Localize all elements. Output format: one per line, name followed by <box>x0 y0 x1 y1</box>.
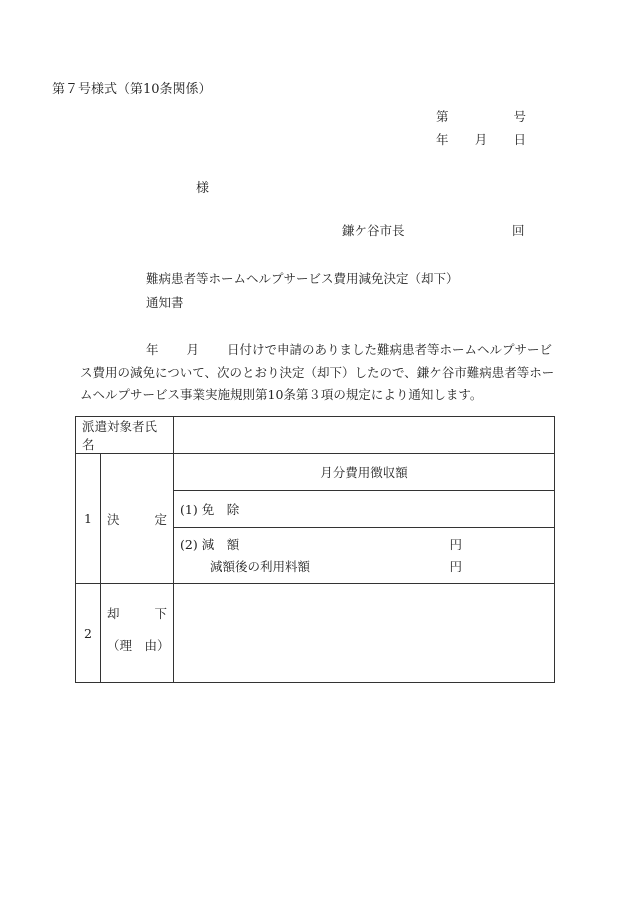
decision-label-b: 定 <box>154 511 168 527</box>
after-reduction-label: 減額後の利用料額 <box>210 558 311 574</box>
rejection-label-b: 下 <box>154 606 168 621</box>
form-number: 第７号様式（第10条関係） <box>52 82 212 97</box>
document-title: 難病患者等ホームヘルプサービス費用減免決定（却下） <box>146 271 459 286</box>
reduction-label: (2) 減 額 <box>180 536 240 552</box>
row-number-1: 1 <box>76 454 101 584</box>
date-month: 月 <box>474 132 488 147</box>
rejection-reason-field[interactable] <box>174 584 555 683</box>
body-text: 日付けで申請のありました難病患者等ホームヘルプサービス費用の減免について、次のとおり決定（却下）したので、鎌ケ谷市難病患者等ホームヘルプサービス事業実施規則第10条第３項の規定により通知します。 <box>80 342 555 402</box>
row-number-2: 2 <box>76 584 101 683</box>
date-day: 日 <box>513 132 526 147</box>
monthly-fee-header: 月分費用徴収額 <box>174 454 555 491</box>
reduction-option[interactable] <box>174 528 555 584</box>
rejection-label-a: 却 <box>107 606 120 621</box>
subject-name-field[interactable] <box>174 417 555 454</box>
date-year: 年 <box>436 132 449 147</box>
decision-label-a: 決 <box>107 511 120 527</box>
subject-name-label: 派遣対象者氏名 <box>76 417 174 454</box>
document-date <box>436 130 526 148</box>
body-year: 年 <box>146 342 159 357</box>
seal-mark: 回 <box>512 223 525 238</box>
decision-table <box>75 416 555 683</box>
rejection-reason-label: （理 由） <box>107 638 170 653</box>
body-month: 月 <box>186 342 200 357</box>
body-paragraph <box>80 339 556 407</box>
decision-label <box>101 454 174 584</box>
sender-name: 鎌ケ谷市長 <box>342 223 405 238</box>
doc-number-suffix: 号 <box>513 109 526 124</box>
after-reduction-yen: 円 <box>449 558 462 574</box>
recipient-suffix: 様 <box>196 181 210 196</box>
doc-number-prefix: 第 <box>436 109 449 124</box>
rejection-label <box>101 584 174 683</box>
reduction-yen: 円 <box>449 536 462 552</box>
document-title-suffix: 通知書 <box>146 295 184 310</box>
exemption-option[interactable]: (1) 免 除 <box>174 491 555 528</box>
document-number <box>436 107 526 125</box>
